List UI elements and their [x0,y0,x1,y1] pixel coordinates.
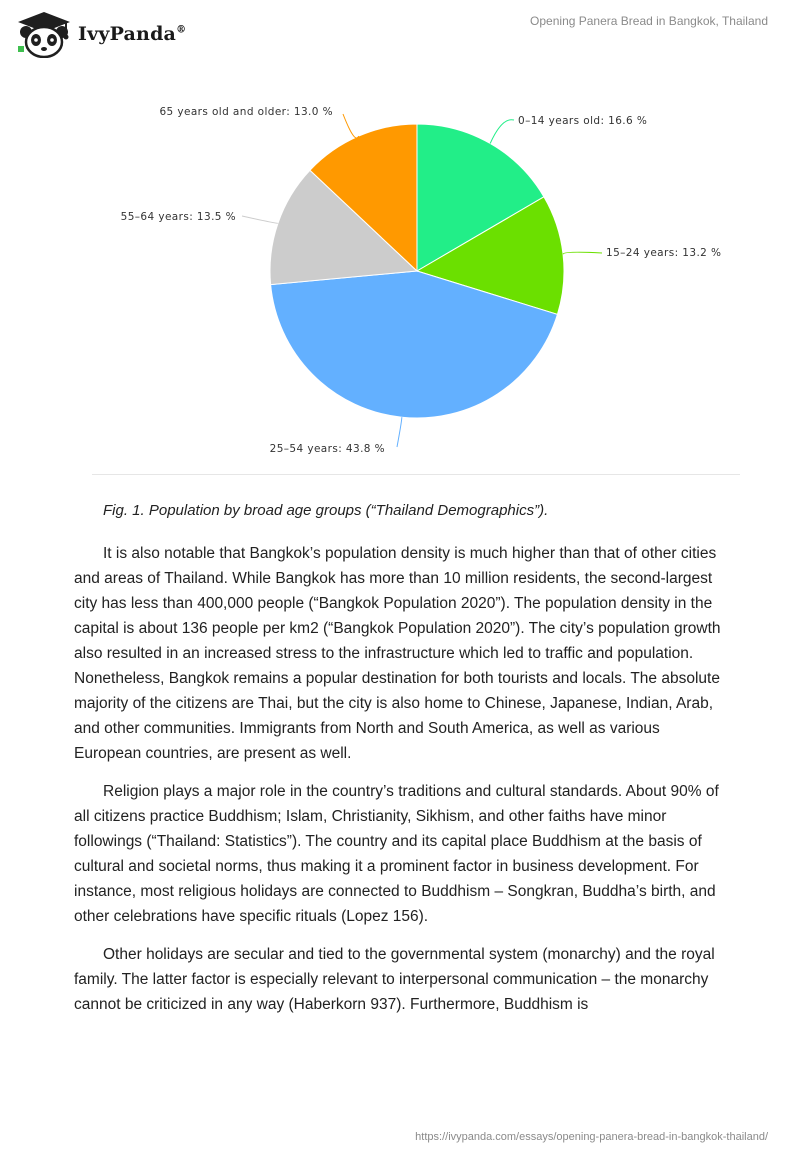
slice-label: 0–14 years old: 16.6 % [518,115,648,127]
brand-name: IvyPanda® [78,23,187,45]
paragraph: Other holidays are secular and tied to the governmental system (monarchy) and the royal family. The latter factor is especially relevant to interpersonal communication – the monarchy cannot be criticized in any way (Haberkorn 937). Furthermore, Buddhism is [74,946,715,1013]
paragraph: It is also notable that Bangkok’s population density is much higher than that of other cities and areas of Thailand. While Bangkok has more than 10 million residents, the second-largest city has less than 400,000 people (“Bangkok Population 2020”). The population density in the capital is about 136 people per km2 (“Bangkok Population 2020”). The city’s population growth also resulted in an increased stress to the infrastructure which led to traffic and population. Nonetheless, Bangkok remains a popular destination for both tourists and locals. The absolute majority of the citizens are Thai, but the city is also home to Chinese, Japanese, Indian, Arab, and other communities. Immigrants from North and South America, as well as various European countries, are present as well. [74,545,721,762]
slice-label: 65 years old and older: 13.0 % [159,106,333,118]
document-title: Opening Panera Bread in Bangkok, Thailand [530,14,768,28]
slice-connector [242,216,278,223]
slice-connector [397,417,402,447]
essay-body [74,541,728,1030]
source-url[interactable]: https://ivypanda.com/essays/opening-panera-bread-in-bangkok-thailand/ [415,1131,768,1143]
slice-label: 55–64 years: 13.5 % [120,211,236,223]
brand-logo[interactable] [14,10,186,58]
slice-connector [490,120,514,144]
panda-graduate-icon [14,10,74,58]
slice-label: 25–54 years: 43.8 % [269,443,385,455]
age-group-pie-chart [92,90,740,475]
paragraph: Religion plays a major role in the country’s traditions and cultural standards. About 90% of all citizens practice Buddhism; Islam, Christianity, Sikhism, and other faiths have minor followings (“Thailand: Statistics”). The country and its capital place Buddhism at the basis of cultural and societal norms, thus making it a prominent factor in business development. For instance, most religious holidays are connected to Buddhism – Songkran, Buddha’s birth, and other celebrations have specific rituals (Lopez 156). [74,783,719,925]
pie-chart-canvas [92,90,740,474]
slice-label: 15–24 years: 13.2 % [606,247,722,259]
figure-caption: Fig. 1. Population by broad age groups (“Thailand Demographics”). [103,502,549,519]
slice-connector [563,252,602,254]
slice-connector [343,114,359,138]
